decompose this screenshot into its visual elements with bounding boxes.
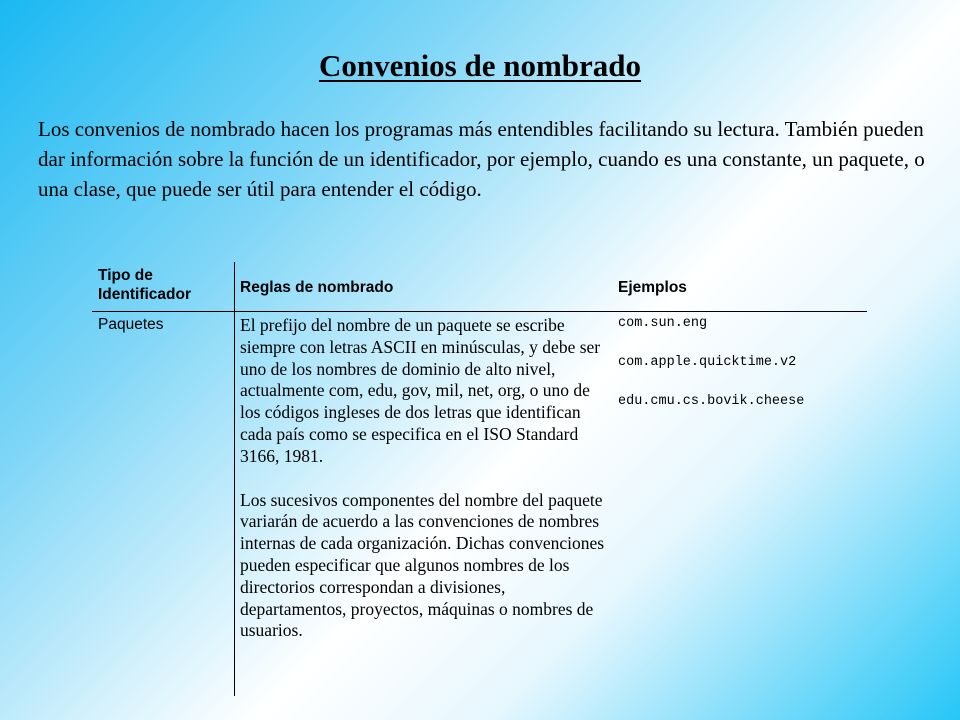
table-vertical-divider: [234, 262, 235, 696]
header-tipo-identificador: Tipo de Identificador: [98, 267, 192, 303]
intro-paragraph: Los convenios de nombrado hacen los programas más entendibles facilitando su lectura. También pueden dar información sobre la función de un identificador, por ejemplo, cuando es una constante, un paquete, o una clase, que puede ser útil para entender el código.: [38, 117, 925, 201]
cell-tipo-paquetes: Paquetes: [98, 316, 164, 333]
cell-reglas-paquetes: [240, 315, 605, 664]
header-ejemplos: Ejemplos: [618, 279, 687, 296]
example-item: com.apple.quicktime.v2: [618, 355, 797, 370]
slide-title: [0, 48, 960, 84]
example-item: edu.cmu.cs.bovik.cheese: [618, 394, 805, 409]
naming-conventions-table: [92, 262, 867, 698]
reglas-paragraph-1: El prefijo del nombre de un paquete se escribe siempre con letras ASCII en minúsculas, y debe ser uno de los nombres de dominio de alto nivel, actualmente com, edu, gov, mil, net, org, o uno de los códigos ingleses de dos letras que identifican cada país como se especifica en el ISO Standard 3166, 1981.: [240, 315, 601, 466]
example-item: com.sun.eng: [618, 316, 708, 331]
header-reglas-nombrado: Reglas de nombrado: [240, 279, 394, 296]
cell-ejemplos-paquetes: [618, 315, 866, 432]
reglas-paragraph-2: Los sucesivos componentes del nombre del paquete variarán de acuerdo a las convenciones de nombres internas de cada organización. Dichas convenciones pueden especificar que algunos nombres de los directorios correspondan a divisiones, departamentos, proyectos, máquinas o nombres de usuarios.: [240, 489, 605, 641]
table-header-divider: [92, 311, 867, 312]
slide-title-text: Convenios de nombrado: [318, 48, 642, 83]
